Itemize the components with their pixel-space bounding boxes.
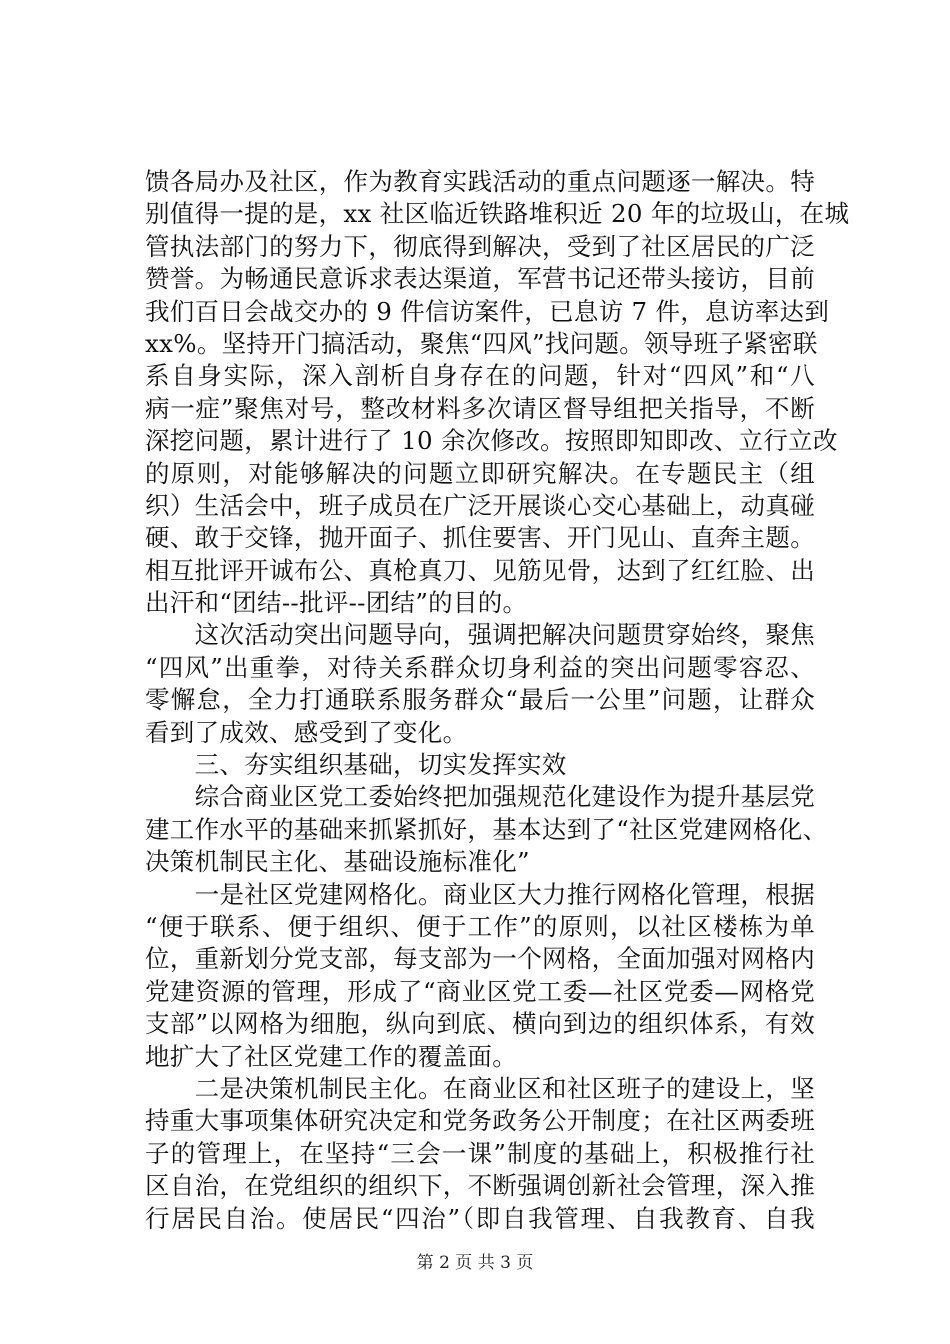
text-line: 赞誉。为畅通民意诉求表达渠道，军营书记还带头接访，目前 bbox=[145, 264, 815, 294]
text-line: 决策机制民主化、基础设施标准化” bbox=[145, 847, 530, 877]
page-number-footer: 第 2 页 共 3 页 bbox=[416, 1253, 534, 1273]
section-heading: 三、夯实组织基础，切实发挥实效 bbox=[145, 750, 567, 780]
text-line: “便于联系、便于组织、便于工作”的原则，以社区楼栋为单 bbox=[145, 911, 815, 941]
text-line: 零懈怠，全力打通联系服务群众“最后一公里”问题，让群众 bbox=[145, 685, 815, 715]
text-line: 二是决策机制民主化。在商业区和社区班子的建设上，坚 bbox=[145, 1073, 815, 1103]
text-line: 区自治，在党组织的组织下，不断强调创新社会管理，深入推 bbox=[145, 1171, 815, 1201]
text-line: 系自身实际，深入剖析自身存在的问题，针对“四风”和“八 bbox=[145, 361, 815, 391]
text-line: 看到了成效、感受到了变化。 bbox=[145, 717, 468, 747]
text-line: 的原则，对能够解决的问题立即研究解决。在专题民主（组 bbox=[145, 458, 815, 488]
text-line: “四风”出重拳，对待关系群众切身利益的突出问题零容忍、 bbox=[145, 652, 815, 682]
text-line: 馈各局办及社区，作为教育实践活动的重点问题逐一解决。特 bbox=[145, 167, 815, 196]
text-line: 我们百日会战交办的 9 件信访案件，已息访 7 件，息访率达到 bbox=[145, 296, 830, 326]
text-line: 党建资源的管理，形成了“商业区党工委—社区党委—网格党 bbox=[145, 976, 815, 1006]
text-line: 出汗和“团结--批评--团结”的目的。 bbox=[145, 588, 528, 618]
text-line: 综合商业区党工委始终把加强规范化建设作为提升基层党 bbox=[145, 782, 815, 812]
text-line: 一是社区党建网格化。商业区大力推行网格化管理，根据 bbox=[145, 879, 815, 909]
text-line: 子的管理上，在坚持“三会一课”制度的基础上，积极推行社 bbox=[145, 1138, 815, 1168]
text-line: 病一症”聚焦对号，整改材料多次请区督导组把关指导，不断 bbox=[145, 393, 815, 423]
text-line: 别值得一提的是，xx 社区临近铁路堆积近 20 年的垃圾山，在城 bbox=[145, 199, 850, 229]
body-text bbox=[145, 166, 850, 1235]
text-line: 这次活动突出问题导向，强调把解决问题贯穿始终，聚焦 bbox=[145, 620, 815, 650]
text-line: 管执法部门的努力下，彻底得到解决，受到了社区居民的广泛 bbox=[145, 231, 815, 261]
text-line: 相互批评开诚布公、真枪真刀、见筋见骨，达到了红红脸、出 bbox=[145, 555, 815, 585]
text-line: 持重大事项集体研究决定和党务政务公开制度；在社区两委班 bbox=[145, 1106, 815, 1136]
text-line: 位，重新划分党支部，每支部为一个网格，全面加强对网格内 bbox=[145, 944, 815, 974]
text-line: 硬、敢于交锋，抛开面子、抓住要害、开门见山、直奔主题。 bbox=[145, 523, 815, 553]
text-line: xx%。坚持开门搞活动，聚焦“四风”找问题。领导班子紧密联 bbox=[145, 328, 818, 358]
text-line: 地扩大了社区党建工作的覆盖面。 bbox=[145, 1041, 517, 1071]
text-line: 支部”以网格为细胞，纵向到底、横向到边的组织体系，有效 bbox=[145, 1009, 815, 1039]
text-line: 织）生活会中，班子成员在广泛开展谈心交心基础上，动真碰 bbox=[145, 490, 815, 520]
text-line: 建工作水平的基础来抓紧抓好，基本达到了“社区党建网格化、 bbox=[145, 814, 828, 844]
text-line: 深挖问题，累计进行了 10 余次修改。按照即知即改、立行立改 bbox=[145, 426, 838, 456]
text-line: 行居民自治。使居民“四治”（即自我管理、自我教育、自我 bbox=[145, 1203, 815, 1233]
